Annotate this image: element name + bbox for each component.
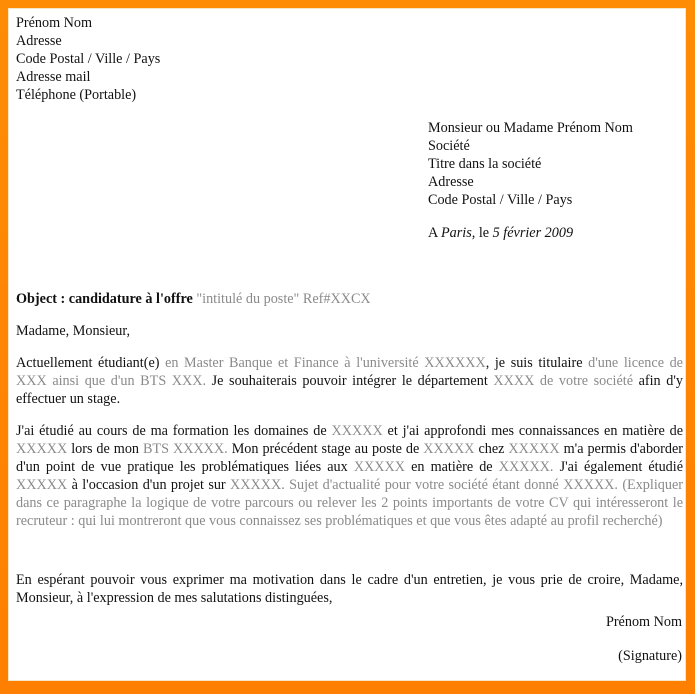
text: à l'occasion d'un projet sur <box>67 477 231 493</box>
text: afin d'y effectuer un stage. <box>16 373 683 407</box>
paragraph-experience <box>16 422 683 530</box>
signature-name: Prénom Nom <box>605 614 682 630</box>
placeholder-text: en Master Banque et Finance à l'université XXXXXX <box>165 355 486 371</box>
placeholder-text: XXXXX <box>331 423 383 439</box>
text: , je suis titulaire <box>485 355 589 371</box>
placeholder-text: XXXXX <box>16 477 68 493</box>
object-placeholder: "intitulé du poste" Ref#XXCX <box>192 291 371 307</box>
sender-block <box>16 14 160 104</box>
sender-postal: Code Postal / Ville / Pays <box>16 51 161 67</box>
letter-page <box>8 8 686 681</box>
recipient-block <box>428 119 633 209</box>
salutation: Madame, Monsieur, <box>16 323 131 339</box>
paragraph-intro <box>16 354 683 408</box>
placeholder-text: XXXXX. <box>498 459 554 475</box>
recipient-postal: Code Postal / Ville / Pays <box>428 192 573 208</box>
sender-address: Adresse <box>16 33 62 49</box>
date-line <box>428 224 573 242</box>
placeholder-text: XXXXX. Sujet d'actualité pour votre société étant donné XXXXX. (Expliquer dans ce paragraphe la logique de votre parcours ou relever les 2 points importants de votre CV qui intéresseront le recruteur : qui lui montreront que vous connaissez ses problématiques et que vous êtes adapté au profil recherché) <box>16 477 683 529</box>
object-label: Object : candidature à l'offre <box>16 291 193 307</box>
recipient-address: Adresse <box>428 174 474 190</box>
placeholder-text: BTS XXXXX. <box>142 441 228 457</box>
text: Actuellement étudiant(e) <box>16 355 166 371</box>
date-value: 5 février 2009 <box>492 225 574 241</box>
object-line <box>16 290 371 308</box>
recipient-title: Titre dans la société <box>428 156 542 172</box>
recipient-name: Monsieur ou Madame Prénom Nom <box>428 120 633 136</box>
sender-email: Adresse mail <box>16 69 91 85</box>
text: J'ai également étudié <box>553 459 684 475</box>
text: lors de mon <box>67 441 143 457</box>
date-middle: , le <box>471 225 493 241</box>
text: en matière de <box>405 459 499 475</box>
sender-name: Prénom Nom <box>16 15 93 31</box>
placeholder-text: XXXXX <box>353 459 406 475</box>
placeholder-text: XXXXX <box>508 441 560 457</box>
paragraph-closing: En espérant pouvoir vous exprimer ma motivation dans le cadre d'un entretien, je vous prie de croire, Madame, Monsieur, à l'expression de mes salutations distinguées, <box>16 572 683 606</box>
text: J'ai étudié au cours de ma formation les domaines de <box>16 423 332 439</box>
recipient-company: Société <box>428 138 470 154</box>
placeholder-text: XXXX de votre société <box>493 373 634 389</box>
date-city: Paris <box>441 225 472 241</box>
date-prefix: A <box>428 225 442 241</box>
placeholder-text: XXXXX <box>423 441 475 457</box>
text: Je souhaiterais pouvoir intégrer le département <box>206 373 494 389</box>
text: chez <box>474 441 509 457</box>
signature-label: (Signature) <box>618 648 682 664</box>
text: m'a permis d'aborder d'un point de vue pratique les problématiques liées aux <box>16 441 683 475</box>
sender-phone: Téléphone (Portable) <box>16 87 137 103</box>
text: Mon précédent stage au poste de <box>227 441 424 457</box>
text: et j'ai approfondi mes connaissances en matière de <box>382 423 683 439</box>
placeholder-text: d'une licence de XXX ainsi que d'un BTS XXX. <box>16 355 683 389</box>
placeholder-text: XXXXX <box>16 441 68 457</box>
